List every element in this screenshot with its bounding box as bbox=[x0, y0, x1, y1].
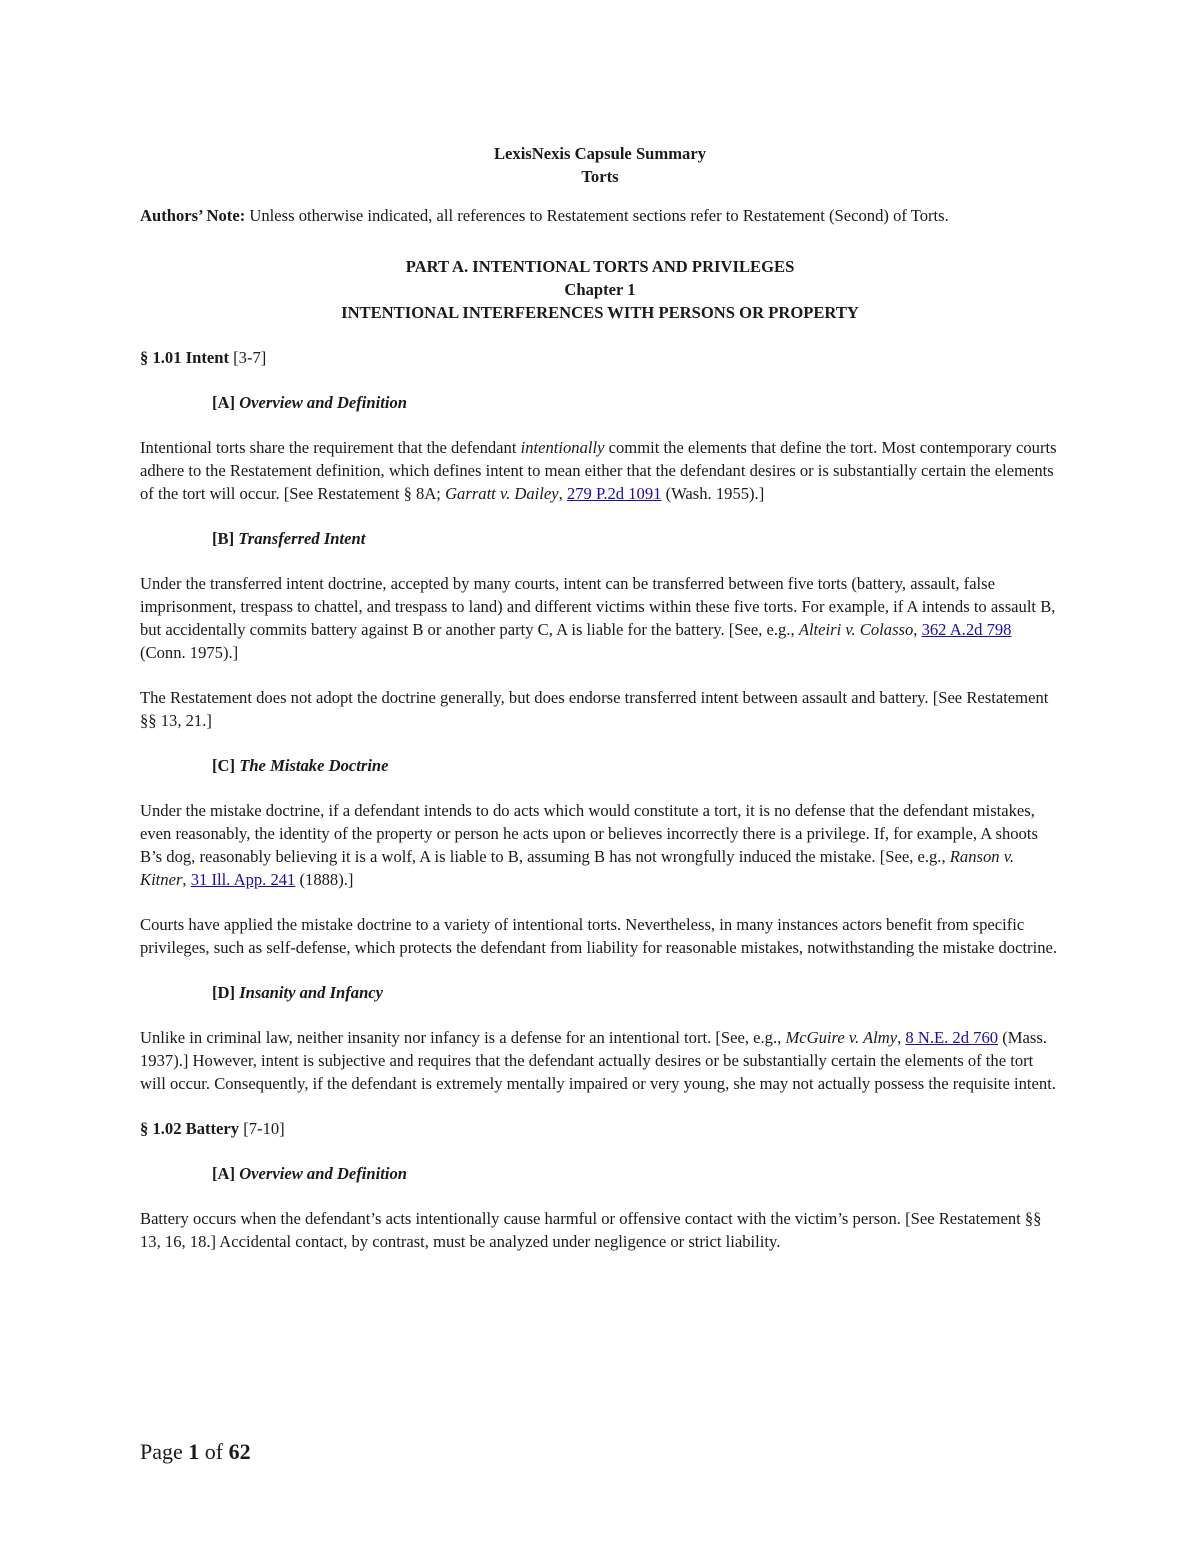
authors-note-label: Authors’ Note: bbox=[140, 206, 246, 225]
subsection-label: [A] bbox=[212, 1164, 236, 1183]
text-run: Under the transferred intent doctrine, accepted by many courts, intent can be transferred between five torts (battery, assault, false imprisonment, trespass to chattel, and trespass to land) and different victims within these five torts. For example, if A intends to assault B, but accidentally commits battery against B or another party C, A is liable for the battery. [See, e.g., bbox=[140, 574, 1056, 639]
page-content bbox=[140, 142, 1060, 1275]
part-title: PART A. INTENTIONAL TORTS AND PRIVILEGES bbox=[405, 257, 795, 276]
chapter-title: INTENTIONAL INTERFERENCES WITH PERSONS OR PROPERTY bbox=[341, 303, 859, 322]
document-subtitle: Torts bbox=[581, 167, 619, 186]
text-run: (Conn. 1975).] bbox=[140, 643, 239, 662]
paragraph-insanity-infancy bbox=[140, 1026, 1060, 1095]
text-run: Unlike in criminal law, neither insanity nor infancy is a defense for an intentional tort. [See, e.g., bbox=[140, 1028, 786, 1047]
text-run: Under the mistake doctrine, if a defendant intends to do acts which would constitute a tort, it is no defense that the defendant mistakes, even reasonably, the identity of the property or person he acts upon or believes incorrectly there is a privilege. If, for example, A shoots B’s dog, reasonably believing it is a wolf, A is liable to B, assuming B has not wrongfully induced the mistake. [See, e.g., bbox=[140, 801, 1038, 866]
authors-note bbox=[140, 204, 1060, 227]
citation-link[interactable]: 8 N.E. 2d 760 bbox=[905, 1028, 999, 1047]
subsection-heading-c bbox=[212, 754, 1060, 777]
text-run: (Wash. 1955).] bbox=[661, 484, 765, 503]
subsection-label: [A] bbox=[212, 393, 236, 412]
of-word: of bbox=[199, 1439, 229, 1464]
emphasis: intentionally bbox=[520, 438, 605, 457]
paragraph-intent-definition bbox=[140, 436, 1060, 505]
case-name: Alteiri v. Colasso bbox=[798, 620, 914, 639]
subsection-label: [D] bbox=[212, 983, 236, 1002]
section-title: Battery bbox=[181, 1119, 240, 1138]
subsection-heading-d bbox=[212, 981, 1060, 1004]
text-run: , bbox=[913, 620, 922, 639]
section-heading-1-01 bbox=[140, 346, 1060, 369]
paragraph-transferred-intent bbox=[140, 572, 1060, 664]
subsection-title: Insanity and Infancy bbox=[235, 983, 384, 1002]
section-pages: [7-10] bbox=[239, 1119, 285, 1138]
subsection-title: Overview and Definition bbox=[235, 393, 407, 412]
subsection-label: [C] bbox=[212, 756, 236, 775]
section-pages: [3-7] bbox=[228, 348, 267, 367]
page-footer bbox=[140, 1438, 251, 1466]
text-run: , bbox=[897, 1028, 906, 1047]
citation-link[interactable]: 279 P.2d 1091 bbox=[566, 484, 662, 503]
paragraph-mistake-privileges: Courts have applied the mistake doctrine to a variety of intentional torts. Nevertheless, in many instances actors benefit from specific privileges, such as self-defense, which protects the defendant from liability for reasonable mistakes, notwithstanding the mistake doctrine. bbox=[140, 915, 1057, 957]
subsection-heading-battery-a bbox=[212, 1162, 1060, 1185]
page-word: Page bbox=[140, 1439, 189, 1464]
text-run: commit the elements that define the tort. Most contemporary courts adhere to the Restatement definition, which defines intent to mean either that the defendant desires or is substantially certain the elements of the tort will occur. [See Restatement § 8A; bbox=[140, 438, 1057, 503]
page-number: 1 bbox=[188, 1439, 200, 1464]
text-run: , bbox=[182, 870, 191, 889]
text-run: , bbox=[558, 484, 567, 503]
case-name: McGuire v. Almy bbox=[785, 1028, 898, 1047]
section-heading-1-02 bbox=[140, 1117, 1060, 1140]
authors-note-text: Unless otherwise indicated, all references to Restatement sections refer to Restatement (Second) of Torts. bbox=[245, 206, 949, 225]
subsection-heading-b bbox=[212, 527, 1060, 550]
text-run: (1888).] bbox=[295, 870, 354, 889]
part-heading-block bbox=[140, 255, 1060, 324]
text-run: (Mass. 1937).] However, intent is subjective and requires that the defendant actually desires or be substantially certain the elements of the tort will occur. Consequently, if the defendant is extremely mentally impaired or very young, she may not actually possess the requisite intent. bbox=[140, 1028, 1056, 1093]
text-run: Intentional torts share the requirement that the defendant bbox=[140, 438, 521, 457]
subsection-title: The Mistake Doctrine bbox=[235, 756, 389, 775]
subsection-label: [B] bbox=[212, 529, 235, 548]
paragraph-restatement-transferred: The Restatement does not adopt the doctrine generally, but does endorse transferred intent between assault and battery. [See Restatement §§ 13, 21.] bbox=[140, 688, 1049, 730]
case-name: Ranson v. Kitner bbox=[140, 847, 1014, 889]
section-number: § 1.02 bbox=[140, 1119, 182, 1138]
chapter-number: Chapter 1 bbox=[564, 280, 636, 299]
section-number: § 1.01 bbox=[140, 348, 182, 367]
case-name: Garratt v. Dailey bbox=[445, 484, 559, 503]
page-total: 62 bbox=[228, 1439, 251, 1464]
paragraph-battery-definition: Battery occurs when the defendant’s acts intentionally cause harmful or offensive contact with the victim’s person. [See Restatement §§ 13, 16, 18.] Accidental contact, by contrast, must be analyzed under negligence or strict liability. bbox=[140, 1209, 1042, 1251]
subsection-title: Overview and Definition bbox=[235, 1164, 407, 1183]
citation-link[interactable]: 31 Ill. App. 241 bbox=[190, 870, 296, 889]
subsection-heading-a bbox=[212, 391, 1060, 414]
document-title: LexisNexis Capsule Summary bbox=[493, 144, 707, 163]
paragraph-mistake-doctrine bbox=[140, 799, 1060, 891]
title-block bbox=[140, 142, 1060, 188]
section-title: Intent bbox=[181, 348, 229, 367]
subsection-title: Transferred Intent bbox=[234, 529, 366, 548]
citation-link[interactable]: 362 A.2d 798 bbox=[921, 620, 1012, 639]
